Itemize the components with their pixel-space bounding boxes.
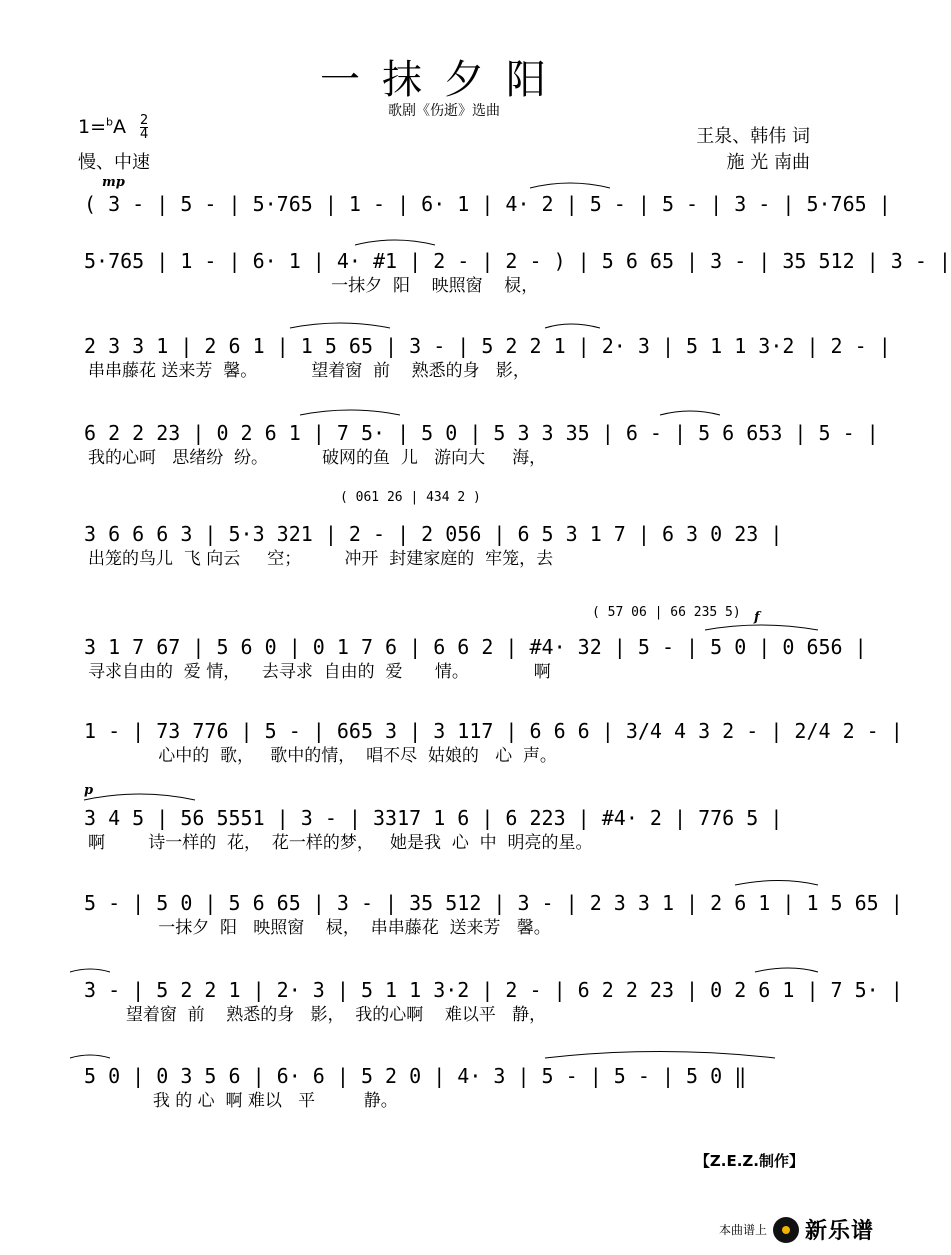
slur-arc xyxy=(84,794,195,800)
footer-text: 本曲谱上 xyxy=(718,1223,767,1237)
row-lyrics: 串串藤花 送来芳 馨。 望着窗 前 熟悉的身 影， xyxy=(88,361,530,381)
slur-arc xyxy=(355,240,435,245)
flat-sign: b xyxy=(106,115,113,129)
row-notes: 5 - | 5 0 | 5 6 65 | 3 - | 35 512 | 3 - | 2 3 3 1 | 2 6 1 | 1 5 65 | xyxy=(84,891,903,915)
lyricist-credit: 王泉、韩伟 词 xyxy=(696,126,810,147)
row-notes: 3 - | 5 2 2 1 | 2· 3 | 5 1 1 3·2 | 2 - | 6 2 2 23 | 0 2 6 1 | 7 5· | xyxy=(84,978,903,1002)
row-notes: 2 3 3 1 | 2 6 1 | 1 5 65 | 3 - | 5 2 2 1 | 2· 3 | 5 1 1 3·2 | 2 - | xyxy=(84,334,891,358)
row-notes: 5 0 | 0 3 5 6 | 6· 6 | 5 2 0 | 4· 3 | 5 - | 5 - | 5 0 ‖ xyxy=(84,1064,747,1088)
dynamic-f: f xyxy=(754,610,760,625)
slur-arc xyxy=(705,625,818,630)
slur-arc xyxy=(530,183,610,188)
slur-arc xyxy=(290,323,390,328)
key-prefix: 1= xyxy=(78,116,107,138)
row-lyrics: 望着窗 前 熟悉的身 影， 我的心啊 难以平 静， xyxy=(88,1005,547,1025)
slur-arc xyxy=(70,969,110,972)
dynamic-p: p xyxy=(84,783,94,798)
row-lyrics: 啊 诗一样的 花， 花一样的梦， 她是我 心 中 明亮的星。 xyxy=(88,833,593,853)
record-disc-icon xyxy=(773,1217,799,1243)
song-subtitle: 歌剧《伤逝》选曲 xyxy=(388,103,500,119)
variant-notes-1: ( 061 26 | 434 2 ) xyxy=(340,490,481,505)
slur-arc xyxy=(70,1055,110,1058)
meter-numerator: 2 xyxy=(140,113,149,128)
tempo-marking: 慢、中速 xyxy=(78,152,150,173)
row-lyrics: 我的心呵 思绪纷 纷。 破网的鱼 儿 游向大 海， xyxy=(88,448,547,468)
row-notes: 6 2 2 23 | 0 2 6 1 | 7 5· | 5 0 | 5 3 3 35 | 6 - | 5 6 653 | 5 - | xyxy=(84,421,879,445)
row-notes: 3 6 6 6 3 | 5·3 321 | 2 - | 2 056 | 6 5 3 1 7 | 6 3 0 23 | xyxy=(84,522,783,546)
maker-credit: 【Z.E.Z.制作】 xyxy=(694,1152,804,1170)
row-notes: ( 3 - | 5 - | 5·765 | 1 - | 6· 1 | 4· 2 | 5 - | 5 - | 3 - | 5·765 | xyxy=(84,192,891,216)
row-lyrics: 寻求自由的 爱 情， 去寻求 自由的 爱 情。 啊 xyxy=(88,662,551,682)
slur-arc xyxy=(755,968,818,972)
dynamic-mp: mp xyxy=(102,175,125,190)
key-note: A xyxy=(113,116,126,138)
slur-arc xyxy=(545,324,600,328)
row-notes: 3 4 5 | 56 5551 | 3 - | 3317 1 6 | 6 223 | #4· 2 | 776 5 | xyxy=(84,806,783,830)
row-notes: 1 - | 73 776 | 5 - | 665 3 | 3 117 | 6 6 6 | 3/4 4 3 2 - | 2/4 2 - | xyxy=(84,719,903,743)
variant-notes-2: ( 57 06 | 66 235 5) xyxy=(592,605,741,620)
slur-arc xyxy=(735,881,818,886)
slur-arc xyxy=(300,410,400,415)
slur-arc xyxy=(660,411,720,415)
row-lyrics: 心中的 歌， 歌中的情， 唱不尽 姑娘的 心 声。 xyxy=(88,746,557,766)
row-lyrics: 出笼的鸟儿 飞 向云 空； 冲开 封建家庭的 牢笼，去 xyxy=(88,549,554,569)
brand-name: 新乐谱 xyxy=(804,1219,874,1244)
row-notes: 3 1 7 67 | 5 6 0 | 0 1 7 6 | 6 6 2 | #4· 32 | 5 - | 5 0 | 0 656 | xyxy=(84,635,867,659)
row-lyrics: 一抹夕 阳 映照窗 棂， xyxy=(88,276,539,296)
row-notes: 5·765 | 1 - | 6· 1 | 4· #1 | 2 - | 2 - ) | 5 6 65 | 3 - | 35 512 | 3 - | xyxy=(84,249,951,273)
meter-denominator: 4 xyxy=(140,127,149,142)
row-lyrics: 我 的 心 啊 难以 平 静。 xyxy=(88,1091,398,1111)
footer-brand xyxy=(719,1214,874,1245)
composer-credit: 施 光 南曲 xyxy=(726,152,810,173)
song-title: 一抹夕阳 xyxy=(320,57,568,103)
slur-arc xyxy=(545,1052,775,1059)
row-lyrics: 一抹夕 阳 映照窗 棂， 串串藤花 送来芳 馨。 xyxy=(88,918,551,938)
